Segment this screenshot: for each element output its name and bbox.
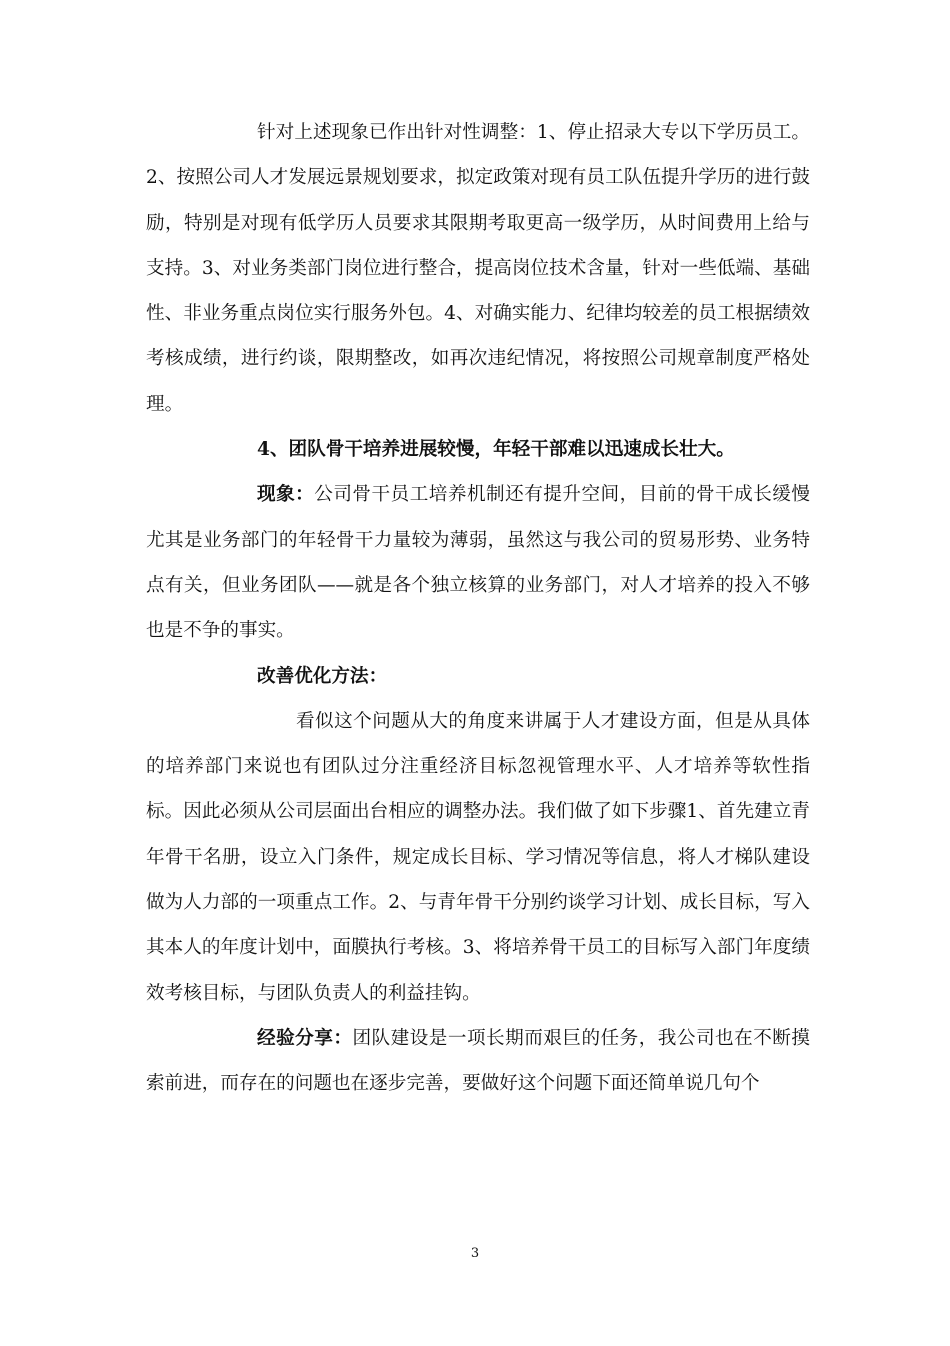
adjustment-paragraph: 针对上述现象已作出针对性调整：1、停止招录大专以下学历员工。2、按照公司人才发展远景规划要求，拟定政策对现有员工队伍提升学历的进行鼓励，特别是对现有低学历人员要求其限期考取更高一级学历，从时间费用上给与支持。3、对业务类部门岗位进行整合，提高岗位技术含量，针对一些低端、基础性、非业务重点岗位实行服务外包。4、对确实能力、纪律均较差的员工根据绩效考核成绩，进行约谈，限期整改，如再次违纪情况，将按照公司规章制度严格处理。	[146, 122, 810, 415]
phenomenon-paragraph	[146, 472, 810, 653]
section-heading-4: 4、团队骨干培养进展较慢，年轻干部难以迅速成长壮大。	[257, 439, 735, 461]
method-heading: 改善优化方法：	[257, 665, 388, 687]
body-text	[146, 110, 810, 1107]
experience-paragraph	[146, 1016, 810, 1107]
method-paragraph: 看似这个问题从大的角度来讲属于人才建设方面，但是从具体的培养部门来说也有团队过分注重经济目标忽视管理水平、人才培养等软性指标。因此必须从公司层面出台相应的调整办法。我们做了如下步骤1、首先建立青年骨干名册，设立入门条件，规定成长目标、学习情况等信息，将人才梯队建设做为人力部的一项重点工作。2、与青年骨干分别约谈学习计划、成长目标，写入其本人的年度计划中，面膜执行考核。3、将培养骨干员工的目标写入部门年度绩效考核目标，与团队负责人的利益挂钩。	[146, 710, 810, 1004]
phenomenon-label: 现象：	[257, 484, 315, 506]
experience-label: 经验分享：	[257, 1027, 353, 1049]
phenomenon-text: 公司骨干员工培养机制还有提升空间，目前的骨干成长缓慢尤其是业务部门的年轻骨干力量较为薄弱，虽然这与我公司的贸易形势、业务特点有关，但业务团队——就是各个独立核算的业务部门，对人才培养的投入不够也是不争的事实。	[146, 484, 810, 642]
page-number: 3	[470, 1246, 480, 1261]
experience-text: 团队建设是一项长期而艰巨的任务，我公司也在不断摸索前进，而存在的问题也在逐步完善，要做好这个问题下面还简单说几句个	[146, 1027, 810, 1095]
